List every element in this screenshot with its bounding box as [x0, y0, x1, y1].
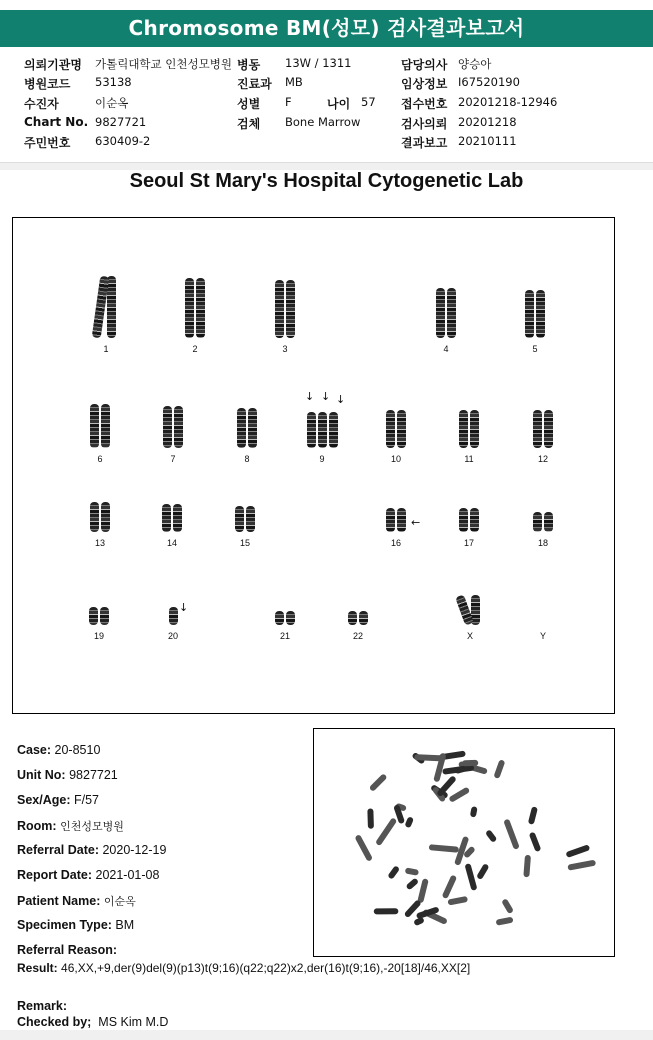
- chromosome-pair-6: [80, 404, 120, 464]
- chromosome: [174, 406, 183, 448]
- chromosome: [397, 508, 406, 532]
- metaphase-chromosome: [417, 878, 429, 903]
- abnormality-arrow-icon: ↓: [179, 601, 189, 614]
- chromosome: [459, 508, 468, 532]
- sex-label: 성별: [237, 97, 261, 111]
- chromosome: [447, 288, 456, 338]
- section-divider: [0, 162, 653, 170]
- req-label: 검사의뢰: [401, 117, 448, 131]
- checked-field: [17, 1015, 168, 1029]
- org-label: 의뢰기관명: [24, 58, 82, 72]
- metaphase-chromosome: [354, 834, 373, 862]
- chromosome-label: 12: [537, 454, 548, 464]
- sex-value: F: [285, 95, 292, 109]
- chromosome: [162, 504, 171, 532]
- specimen-type-value: BM: [115, 918, 135, 932]
- unit-value: 9827721: [69, 768, 118, 782]
- case-value: 20-8510: [54, 743, 101, 757]
- ward-value: 13W / 1311: [285, 56, 352, 70]
- chromosome: [286, 611, 295, 625]
- metaphase-spread-panel: [313, 728, 615, 957]
- report-title: Chromosome BM(성모) 검사결과보고서: [0, 10, 653, 47]
- lab-title: Seoul St Mary's Hospital Cytogenetic Lab: [129, 170, 524, 192]
- result-field: [17, 961, 470, 975]
- remark-label: Remark:: [17, 999, 68, 1013]
- chromosome-pair-2: [175, 278, 215, 354]
- chromosome: [275, 280, 284, 338]
- chromosome: [89, 607, 98, 625]
- metaphase-chromosome: [523, 855, 531, 878]
- chromosome-label: 13: [94, 538, 105, 548]
- report-date-value2: 2021-01-08: [95, 868, 160, 882]
- specimen-label: 검체: [237, 117, 261, 131]
- case-label: Case:: [17, 743, 52, 757]
- hospcode-value: 53138: [95, 75, 132, 89]
- sexage-value: F/57: [73, 793, 99, 807]
- chromosome: [248, 408, 257, 448]
- chromosome-pair-14: [152, 504, 192, 548]
- metaphase-chromosome: [470, 806, 478, 818]
- chromosome-label: 4: [443, 344, 449, 354]
- hospcode-label: 병원코드: [24, 77, 71, 91]
- metaphase-chromosome: [496, 917, 514, 926]
- report-date-label2: Report Date:: [17, 868, 93, 882]
- patient-name-field: [17, 893, 136, 909]
- chromosome-pair-7: [153, 406, 193, 464]
- chromosome-pair-9: [302, 412, 342, 464]
- chromosome-pair-8: [227, 408, 267, 464]
- chromosome: [246, 506, 255, 532]
- chromosome-pair-1: [86, 276, 126, 354]
- chromosome: [173, 504, 182, 532]
- specimen-value: Bone Marrow: [285, 115, 361, 129]
- unit-label: Unit No:: [17, 768, 66, 782]
- chromosome-label: 19: [93, 631, 104, 641]
- checked-value: MS Kim M.D: [98, 1015, 169, 1029]
- chromosome: [307, 412, 316, 448]
- metaphase-chromosome: [493, 759, 505, 779]
- chromosome-label: 17: [463, 538, 474, 548]
- metaphase-spread-image: [314, 729, 612, 954]
- req-value: 20201218: [458, 115, 517, 129]
- chart-value: 9827721: [95, 115, 147, 129]
- referral-reason-label: Referral Reason:: [17, 943, 118, 957]
- referral-reason-field: [17, 943, 117, 957]
- metaphase-chromosome: [447, 896, 468, 906]
- chromosome: [101, 502, 110, 532]
- doctor-value: 양승아: [458, 57, 492, 71]
- specimen-type-label: Specimen Type:: [17, 918, 112, 932]
- chromosome: [107, 276, 116, 338]
- chromosome: [459, 410, 468, 448]
- chromosome-label: Y: [539, 631, 546, 641]
- abnormality-arrow-icon: ↓: [321, 390, 331, 403]
- chromosome-label: 18: [537, 538, 548, 548]
- chromosome-pair-22: [338, 611, 378, 641]
- chromosome: [100, 607, 109, 625]
- metaphase-chromosome: [476, 863, 489, 880]
- chromosome-label: 5: [532, 344, 538, 354]
- case-field: [17, 743, 100, 757]
- specimen-type-field: [17, 918, 134, 932]
- age-value: 57: [361, 95, 376, 109]
- chromosome-label: 8: [244, 454, 250, 464]
- chromosome: [318, 412, 327, 448]
- report-date-label: 결과보고: [401, 136, 448, 150]
- report-date-field: [17, 868, 159, 882]
- chromosome: [163, 406, 172, 448]
- metaphase-chromosome: [374, 908, 399, 914]
- chromosome-pair-4: [426, 288, 466, 354]
- metaphase-chromosome: [485, 829, 497, 843]
- metaphase-chromosome: [369, 773, 388, 792]
- chromosome: [525, 290, 534, 338]
- chromosome: [436, 288, 445, 338]
- chromosome-pair-12: [523, 410, 563, 464]
- room-value: 인천성모병원: [60, 821, 124, 833]
- chromosome: [359, 611, 368, 625]
- report-date-value: 20210111: [458, 134, 517, 148]
- metaphase-chromosome: [375, 817, 397, 846]
- chromosome: [544, 410, 553, 448]
- age-label: 나이: [327, 97, 351, 111]
- metaphase-chromosome: [565, 844, 590, 858]
- clinical-label: 임상정보: [401, 77, 448, 91]
- chromosome: [470, 508, 479, 532]
- metaphase-chromosome: [405, 878, 419, 891]
- page-bottom-edge: [0, 1030, 653, 1040]
- chromosome-label: 16: [390, 538, 401, 548]
- ward-label: 병동: [237, 58, 261, 72]
- metaphase-chromosome: [404, 816, 414, 828]
- room-field: [17, 818, 124, 834]
- chromosome: [533, 512, 542, 532]
- chromosome-pair-17: [449, 508, 489, 548]
- chromosome-label: 9: [319, 454, 325, 464]
- referral-date-label: Referral Date:: [17, 843, 99, 857]
- patient-value: 이순옥: [95, 96, 129, 110]
- chromosome: [196, 278, 205, 338]
- chromosome-pair-21: [265, 611, 305, 641]
- metaphase-chromosome: [462, 760, 478, 767]
- chromosome-label: 7: [170, 454, 176, 464]
- clinical-value: I67520190: [458, 75, 520, 89]
- abnormality-arrow-icon: ↓: [305, 390, 315, 403]
- dept-value: MB: [285, 75, 303, 89]
- chromosome-label: 14: [166, 538, 177, 548]
- chromosome-pair-15: [225, 506, 265, 548]
- chromosome-pair-16: [376, 508, 416, 548]
- chromosome: [101, 404, 110, 448]
- chromosome: [169, 607, 178, 625]
- chromosome-pair-11: [449, 410, 489, 464]
- chromosome: [90, 404, 99, 448]
- chromosome-label: X: [466, 631, 473, 641]
- chromosome-pair-5: [515, 290, 555, 354]
- chromosome-label: 3: [282, 344, 288, 354]
- chromosome-pair-19: [79, 607, 119, 641]
- metaphase-chromosome: [387, 865, 400, 880]
- chromosome: [286, 280, 295, 338]
- chromosome: [185, 278, 194, 338]
- chromosome-pair-10: [376, 410, 416, 464]
- metaphase-chromosome: [567, 860, 596, 871]
- doctor-label: 담당의사: [401, 58, 448, 72]
- receipt-label: 접수번호: [401, 97, 448, 111]
- org-value: 가톨릭대학교 인천성모병원: [95, 57, 232, 71]
- ssn-label: 주민번호: [24, 136, 71, 150]
- patient-info-table: [0, 52, 653, 162]
- chromosome: [470, 410, 479, 448]
- abnormality-arrow-icon: ↓: [336, 393, 346, 406]
- chromosome: [90, 502, 99, 532]
- patient-name-label: Patient Name:: [17, 894, 101, 908]
- karyogram-panel: [12, 217, 615, 714]
- chromosome-pair-18: [523, 512, 563, 548]
- ssn-value: 630409-2: [95, 134, 151, 148]
- chromosome: [386, 410, 395, 448]
- chromosome: [235, 506, 244, 532]
- metaphase-chromosome: [503, 819, 520, 850]
- metaphase-chromosome: [448, 787, 470, 803]
- metaphase-chromosome: [367, 808, 374, 828]
- metaphase-chromosome: [405, 867, 419, 875]
- chromosome-label: 21: [279, 631, 290, 641]
- chromosome: [348, 611, 357, 625]
- referral-date-field: [17, 843, 166, 857]
- chromosome: [533, 410, 542, 448]
- chromosome-pair-3: [265, 280, 305, 354]
- patient-name-value: 이순옥: [103, 896, 136, 908]
- chromosome-label: 6: [97, 454, 103, 464]
- sexage-field: [17, 793, 99, 807]
- chromosome: [544, 512, 553, 532]
- metaphase-chromosome: [464, 863, 477, 891]
- metaphase-chromosome: [501, 898, 514, 914]
- chromosome-label: 2: [192, 344, 198, 354]
- unit-field: [17, 768, 118, 782]
- chromosome: [397, 410, 406, 448]
- dept-label: 진료과: [237, 77, 272, 91]
- chromosome-pair-13: [80, 502, 120, 548]
- sexage-label: Sex/Age:: [17, 793, 71, 807]
- chromosome: [237, 408, 246, 448]
- abnormality-arrow-icon: ←: [411, 516, 421, 529]
- referral-date-value: 2020-12-19: [102, 843, 167, 857]
- checked-label: Checked by;: [17, 1015, 92, 1029]
- chart-label: Chart No.: [24, 115, 89, 129]
- chromosome: [329, 412, 338, 448]
- metaphase-chromosome: [442, 874, 458, 899]
- chromosome-label: 1: [103, 344, 109, 354]
- chromosome-label: 15: [239, 538, 250, 548]
- chromosome-label: 22: [352, 631, 363, 641]
- chromosome: [386, 508, 395, 532]
- remark-field: [17, 999, 67, 1013]
- room-label: Room:: [17, 819, 57, 833]
- chromosome-pair-x: [450, 595, 490, 641]
- metaphase-chromosome: [529, 832, 542, 853]
- chromosome: [536, 290, 545, 338]
- chromosome: [275, 611, 284, 625]
- chromosome-label: 20: [167, 631, 178, 641]
- metaphase-chromosome: [429, 844, 459, 853]
- chromosome-label: 11: [464, 454, 474, 464]
- result-value: 46,XX,+9,der(9)del(9)(p13)t(9;16)(q22;q22)x2,der(16)t(9;16),-20[18]/46,XX[2]: [61, 961, 471, 975]
- receipt-value: 20201218-12946: [458, 95, 558, 109]
- metaphase-chromosome: [528, 806, 538, 825]
- chromosome-label: 10: [390, 454, 401, 464]
- result-label: Result:: [17, 961, 58, 975]
- patient-label: 수진자: [24, 97, 59, 111]
